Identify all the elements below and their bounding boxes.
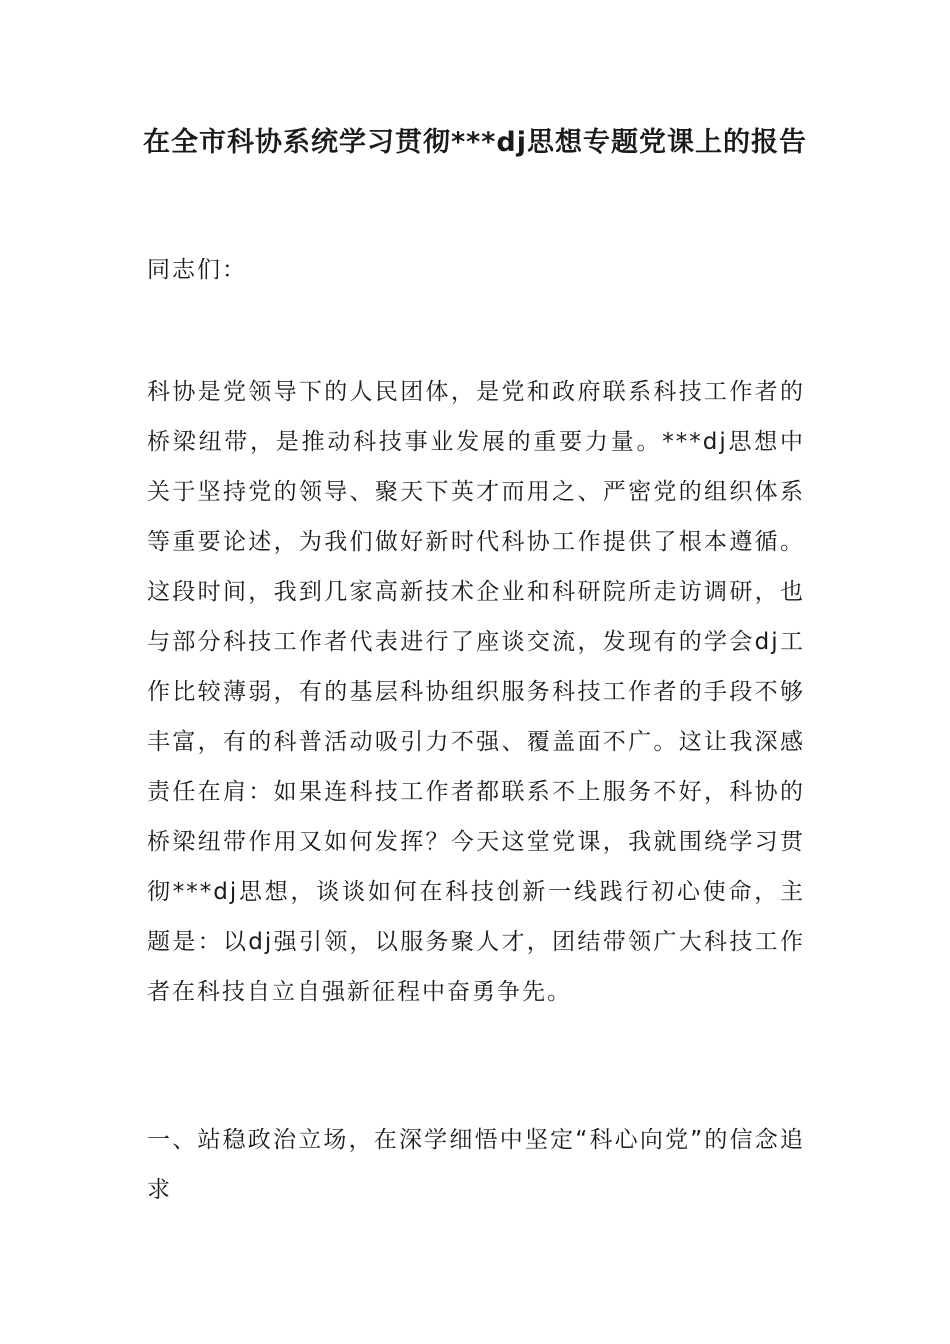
salutation: 同志们： [147,257,247,283]
document-title: 在全市科协系统学习贯彻***dj思想专题党课上的报告 [143,127,807,158]
section-heading: 一、站稳政治立场，在深学细悟中坚定“科心向党”的信念追求 [147,1127,805,1203]
body-paragraph: 科协是党领导下的人民团体，是党和政府联系科技工作者的桥梁纽带，是推动科技事业发展的重要力量。***dj思想中关于坚持党的领导、聚天下英才而用之、严密党的组织体系等重要论述，为我们做好新时代科协工作提供了根本遵循。这段时间，我到几家高新技术企业和科研院所走访调研，也与部分科技工作者代表进行了座谈交流，发现有的学会dj工作比较薄弱，有的基层科协组织服务科技工作者的手段不够丰富，有的科普活动吸引力不强、覆盖面不广。这让我深感责任在肩：如果连科技工作者都联系不上服务不好，科协的桥梁纽带作用又如何发挥？今天这堂党课，我就围绕学习贯彻***dj思想，谈谈如何在科技创新一线践行初心使命，主题是：以dj强引领，以服务聚人才，团结带领广大科技工作者在科技自立自强新征程中奋勇争先。 [147,379,805,1005]
